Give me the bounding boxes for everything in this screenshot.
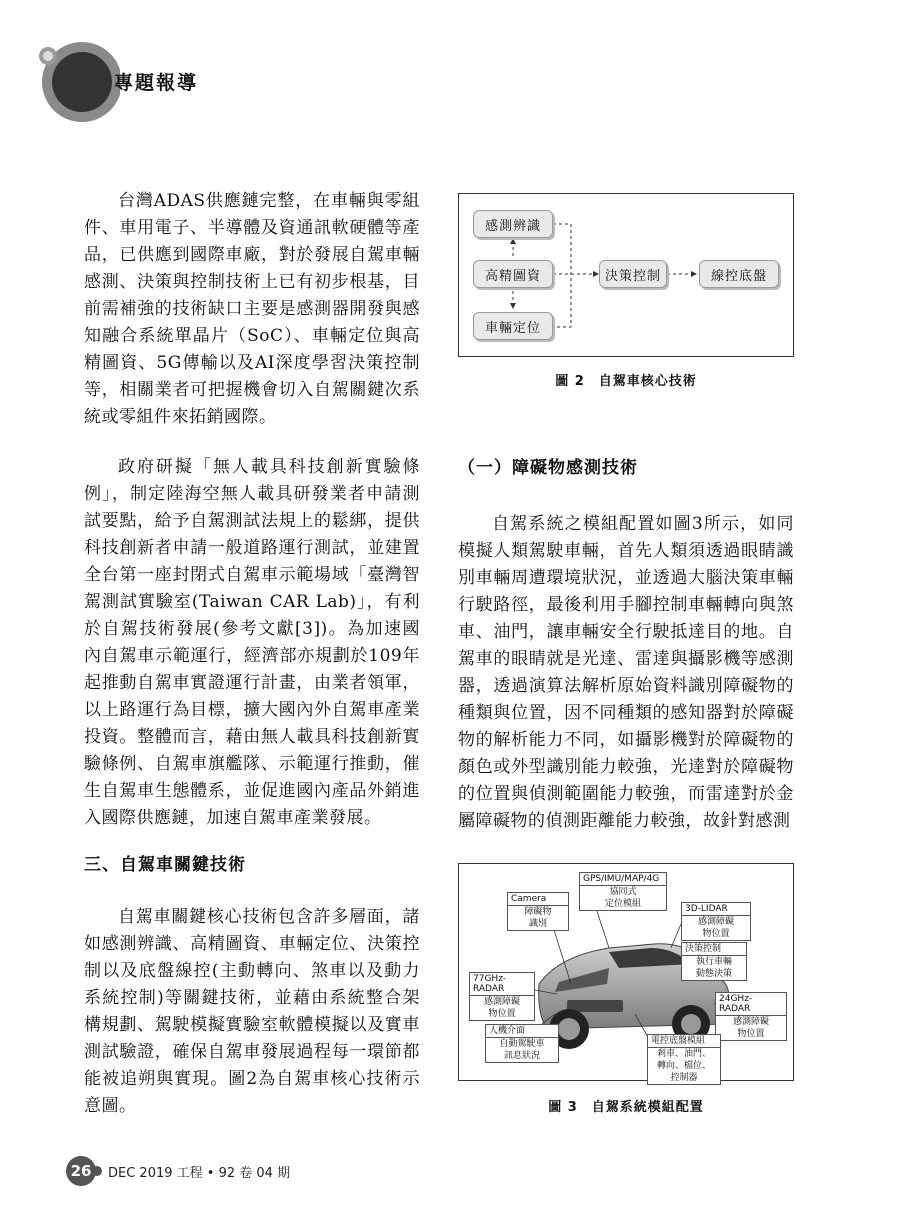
section-tag: 專題報導 — [114, 72, 199, 94]
label-radar-24-title: 24GHz-RADAR — [716, 993, 786, 1016]
right-column — [458, 455, 794, 835]
label-chassis — [647, 1034, 721, 1085]
label-gps — [579, 872, 667, 911]
node-decision: 決策控制 — [599, 260, 667, 288]
figure-2-caption: 圖 2 自駕車核心技術 — [555, 374, 697, 389]
label-hmi-sub2: 訊息狀況 — [503, 1051, 540, 1061]
label-radar-24 — [715, 992, 787, 1041]
issue-info: DEC 2019 工程 • 92 卷 04 期 — [108, 1165, 291, 1181]
figure-3 — [458, 863, 794, 1081]
label-chassis-sub2: 轉向、檔位、 — [656, 1061, 711, 1071]
label-camera-sub2: 識別 — [528, 919, 547, 929]
page-number: 26 — [66, 1156, 96, 1186]
left-column-2 — [84, 454, 420, 832]
right-paragraph-1: 自駕系統之模組配置如圖3所示，如同模擬人類駕駛車輛，首先人類須透過眼睛識別車輛周遭環境狀況，並透過大腦決策車輛行駛路徑，最後利用手腳控制車輛轉向與煞車、油門，讓車輛安全行駛抵達目的地。自駕車的眼睛就是光達、雷達與攝影機等感測器，透過演算法解析原始資料識別障礙物的種類與位置，因不同種類的感知器對於障礙物的解析能力不同，如攝影機對於障礙物的顏色或外型識別能力較強，光達對於障礙物的位置與偵測範圍能力較強，而雷達對於金屬障礙物的偵測距離能力較強，故針對感測 — [458, 514, 794, 831]
label-radar-77-title: 77GHz-RADAR — [470, 973, 534, 996]
label-decision — [681, 942, 747, 981]
label-radar-77-sub2: 物位置 — [488, 1009, 516, 1019]
label-radar-77 — [469, 972, 535, 1021]
label-gps-sub1: 協同式 — [609, 887, 637, 897]
label-lidar-sub1: 感測障礙 — [697, 917, 734, 927]
node-sensing: 感測辨識 — [473, 210, 553, 238]
figure-3-caption: 圖 3 自駕系統模組配置 — [548, 1100, 704, 1115]
label-decision-sub2: 動態決策 — [695, 969, 732, 979]
left-column-3 — [84, 852, 420, 1120]
node-positioning: 車輛定位 — [473, 312, 553, 340]
label-camera-title: Camera — [508, 893, 568, 906]
label-decision-sub1: 執行車輛 — [695, 957, 732, 967]
label-radar-24-sub1: 感測障礙 — [732, 1017, 769, 1027]
label-hmi — [485, 1024, 559, 1063]
label-decision-title: 決策控制 — [682, 943, 746, 956]
node-chassis: 線控底盤 — [699, 260, 779, 288]
label-hmi-sub1: 自動駕駛車 — [499, 1039, 545, 1049]
section-1-heading: （一）障礙物感測技術 — [458, 458, 638, 478]
left-paragraph-2: 政府研擬「無人載具科技創新實驗條例」，制定陸海空無人載具研發業者申請測試要點，給予自駕測試法規上的鬆綁，提供科技創新者申請一般道路運行測試，並建置全台第一座封閉式自駕車示範場域「臺灣智駕測試實驗室(Taiwan CAR Lab)」，有利於自駕技術發展(參考文獻[3])。為加速國內自駕車示範運行，經濟部亦規劃於109年起推動自駕車實證運行計畫，由業者領軍，以上路運行為目標，擴大國內外自駕車產業投資。整體而言，藉由無人載具科技創新實驗條例、自駕車旗艦隊、示範運行推動，催生自駕車生態體系，並促進國內產品外銷進入國際供應鏈，加速自駕車產業發展。 — [84, 457, 420, 828]
label-radar-24-sub2: 物位置 — [737, 1029, 765, 1039]
footer — [66, 1156, 290, 1186]
label-chassis-sub3: 控制器 — [670, 1073, 698, 1083]
left-paragraph-3: 自駕車關鍵核心技術包含許多層面，諸如感測辨識、高精圖資、車輛定位、決策控制以及底盤線控(主動轉向、煞車以及動力系統控制)等關鍵技術，並藉由系統整合架構規劃、駕駛模擬實驗室軟體模擬以及實車測試驗證，確保自駕車發展過程每一環節都能被追朔與實現。圖2為自駕車核心技術示意圖。 — [84, 907, 420, 1116]
label-hmi-title: 人機介面 — [486, 1025, 558, 1038]
header-logo-icon — [0, 0, 120, 130]
node-hdmap: 高精圖資 — [473, 260, 553, 288]
label-camera-sub1: 障礙物 — [524, 907, 552, 917]
label-chassis-sub1: 剎車、油門、 — [656, 1049, 711, 1059]
section-3-heading: 三、自駕車關鍵技術 — [84, 855, 246, 875]
page-number-dot-icon — [92, 1166, 102, 1176]
figure-2 — [458, 193, 794, 357]
label-lidar — [681, 902, 751, 941]
label-gps-sub2: 定位模組 — [604, 899, 641, 909]
label-lidar-sub2: 物位置 — [702, 929, 730, 939]
label-gps-title: GPS/IMU/MAP/4G — [580, 873, 666, 886]
label-chassis-title: 電控底盤模組 — [648, 1035, 720, 1048]
left-column — [84, 188, 420, 431]
label-radar-77-sub1: 感測障礙 — [483, 997, 520, 1007]
left-paragraph-1: 台灣ADAS供應鏈完整，在車輛與零組件、車用電子、半導體及資通訊軟硬體等產品，已供應到國際車廠，對於發展自駕車輛感測、決策與控制技術上已有初步根基，目前需補強的技術缺口主要是感測器開發與感知融合系統單晶片（SoC）、車輛定位與高精圖資、5G傳輸以及AI深度學習決策控制等，相關業者可把握機會切入自駕關鍵次系統或零組件來拓銷國際。 — [84, 191, 420, 427]
label-lidar-title: 3D-LIDAR — [682, 903, 750, 916]
label-camera — [507, 892, 569, 931]
